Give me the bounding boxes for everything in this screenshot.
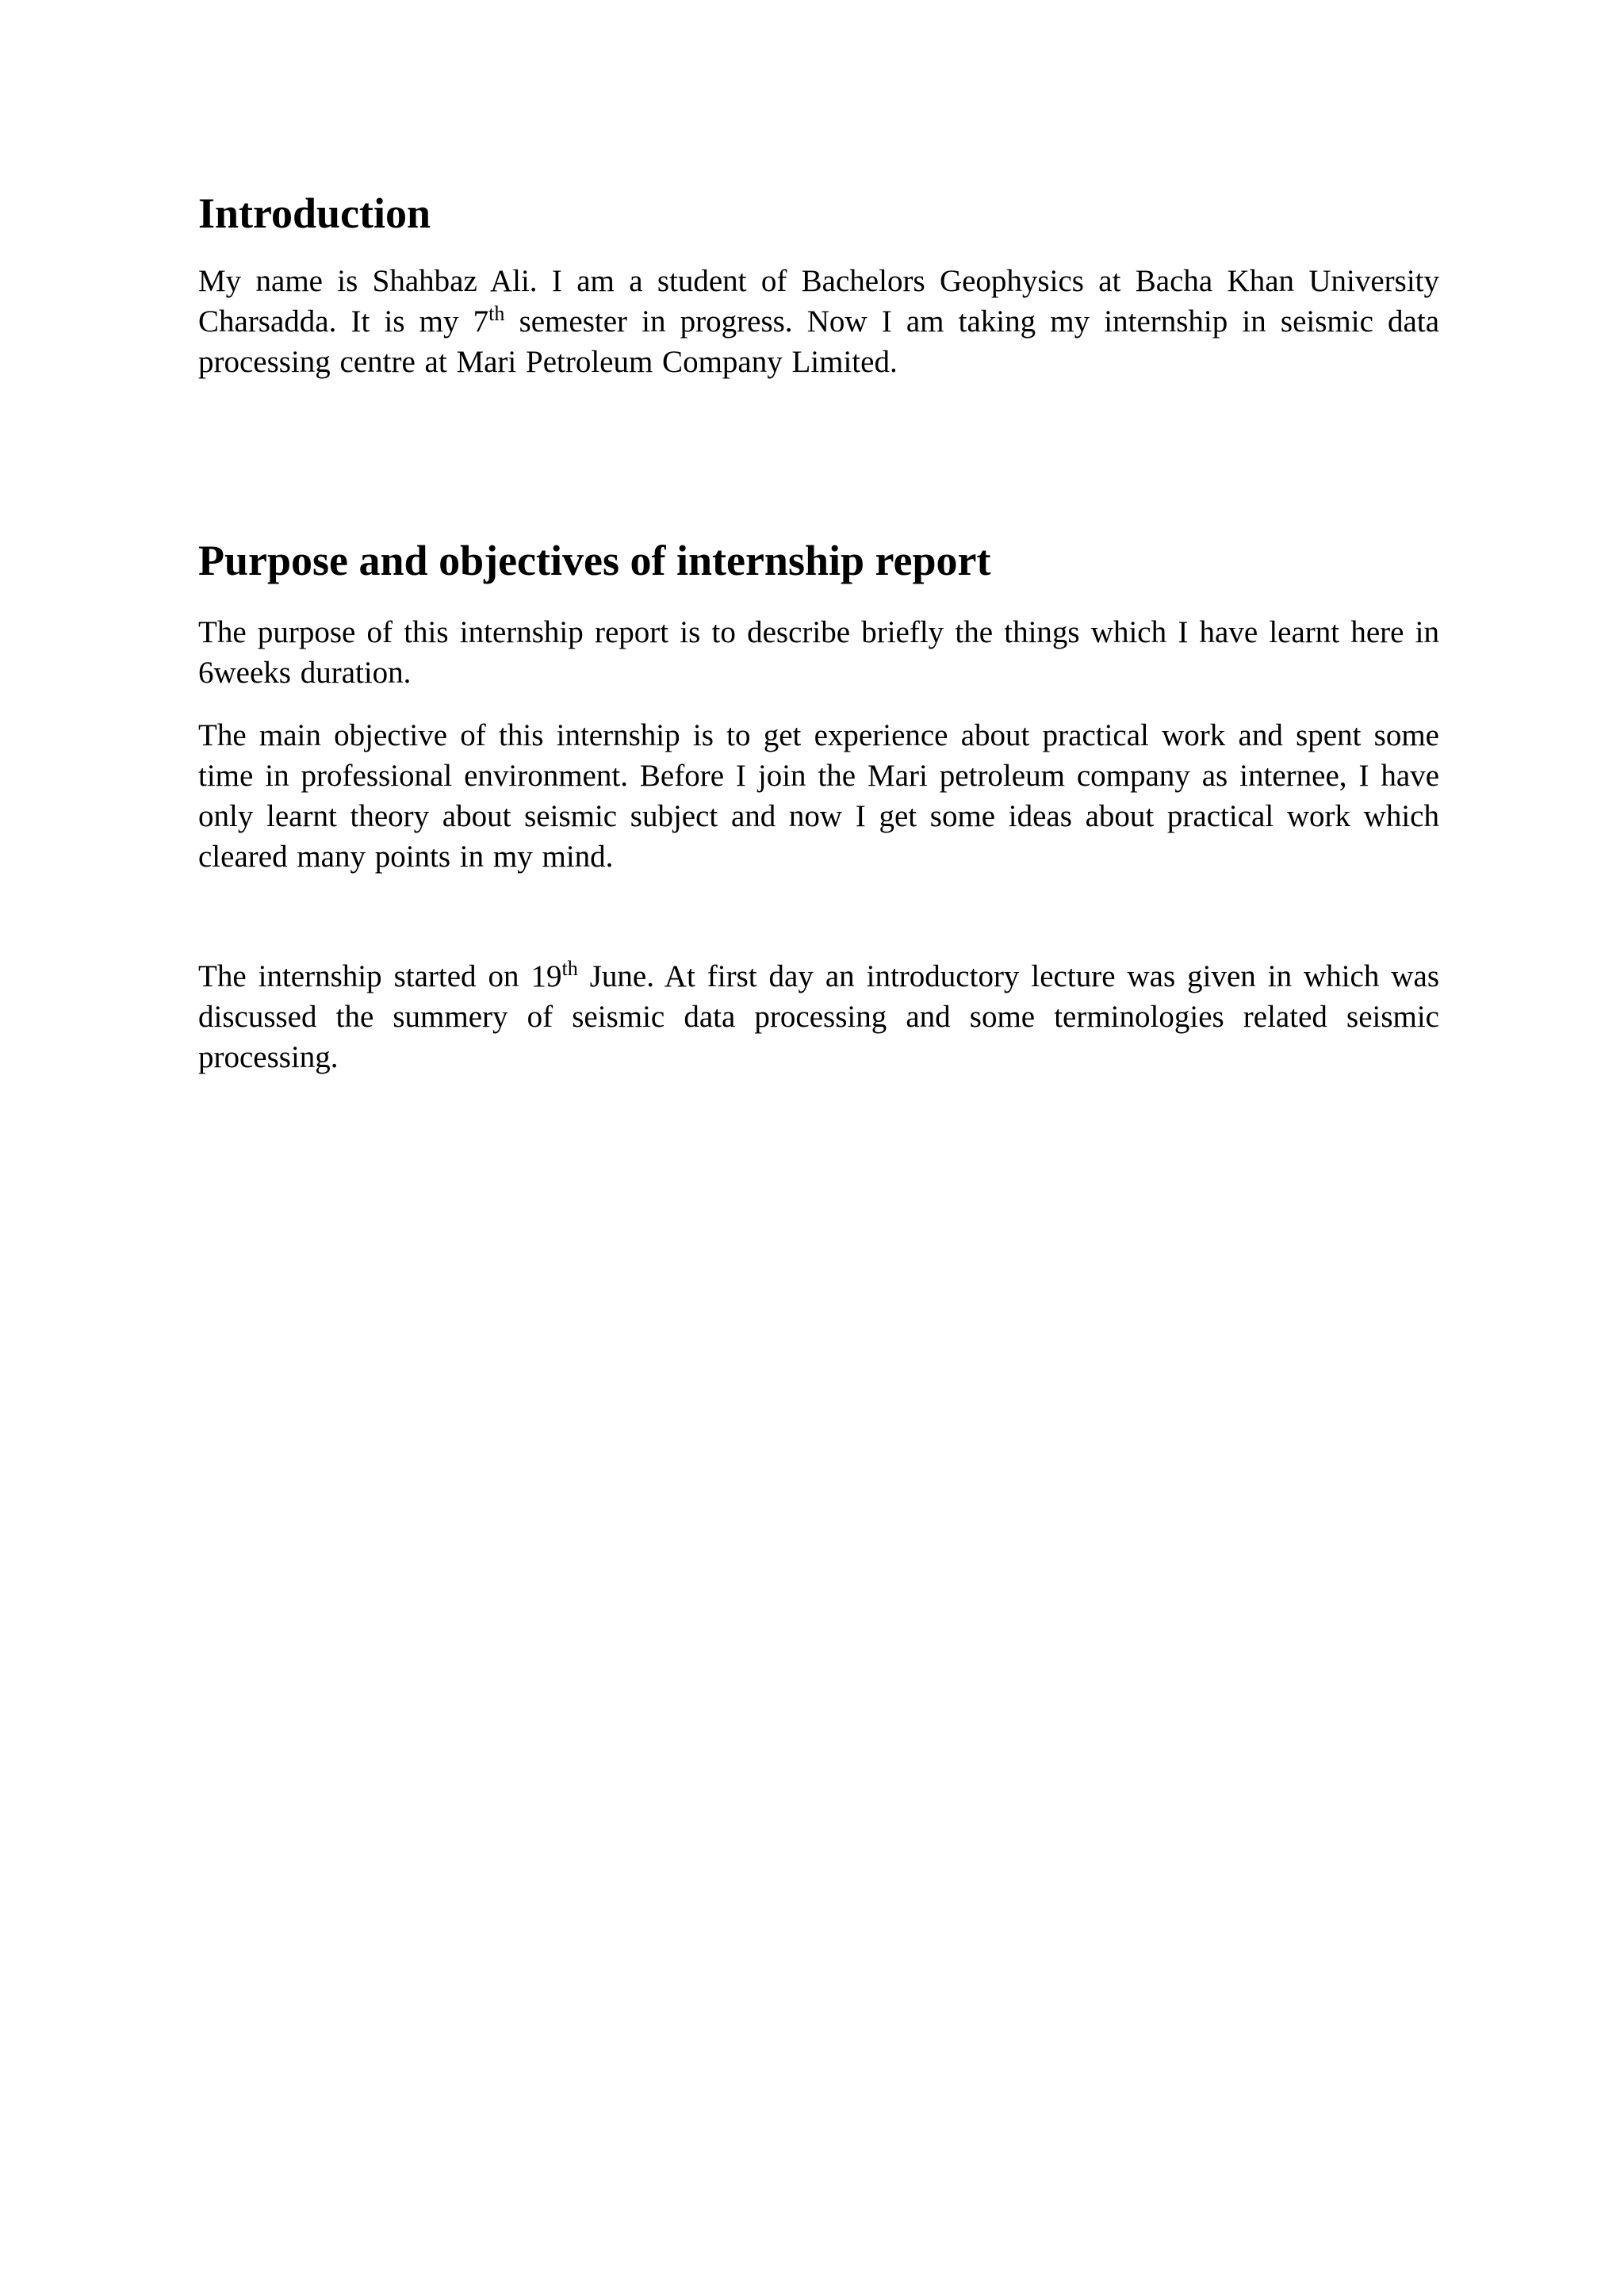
objective-paragraph: The main objective of this internship is to get experience about practical work and spent some time in professional environment. Before I join the Mari petroleum company as internee, I have only learnt theory about seismic subject and now I get some ideas about practical work which cleared many points in my mind. — [198, 718, 1439, 874]
internship-start-text-start: The internship started on 19 — [198, 959, 562, 993]
purpose-heading: Purpose and objectives of internship report — [198, 537, 991, 585]
internship-start-paragraph — [198, 956, 1439, 1077]
page-content — [198, 190, 1439, 1077]
introduction-text-end: semester in progress. Now I am taking my internship in seismic data processing centre at Mari Petroleum Company Limited. — [198, 304, 1440, 380]
introduction-heading: Introduction — [198, 189, 431, 237]
internship-start-text-end: June. At first day an introductory lecture was given in which was discussed the summery of seismic data processing and some terminologies related seismic processing. — [198, 959, 1439, 1074]
date-ordinal-suffix: th — [561, 956, 578, 980]
semester-ordinal-suffix: th — [488, 302, 505, 326]
introduction-paragraph — [198, 261, 1439, 382]
purpose-paragraph: The purpose of this internship report is to describe briefly the things which I have learnt here in 6weeks duration. — [198, 614, 1439, 690]
introduction-text-start: My name is Shahbaz Ali. I am a student of Bachelors Geophysics at Bacha Khan University Charsadda. It is my 7 — [198, 264, 1439, 339]
